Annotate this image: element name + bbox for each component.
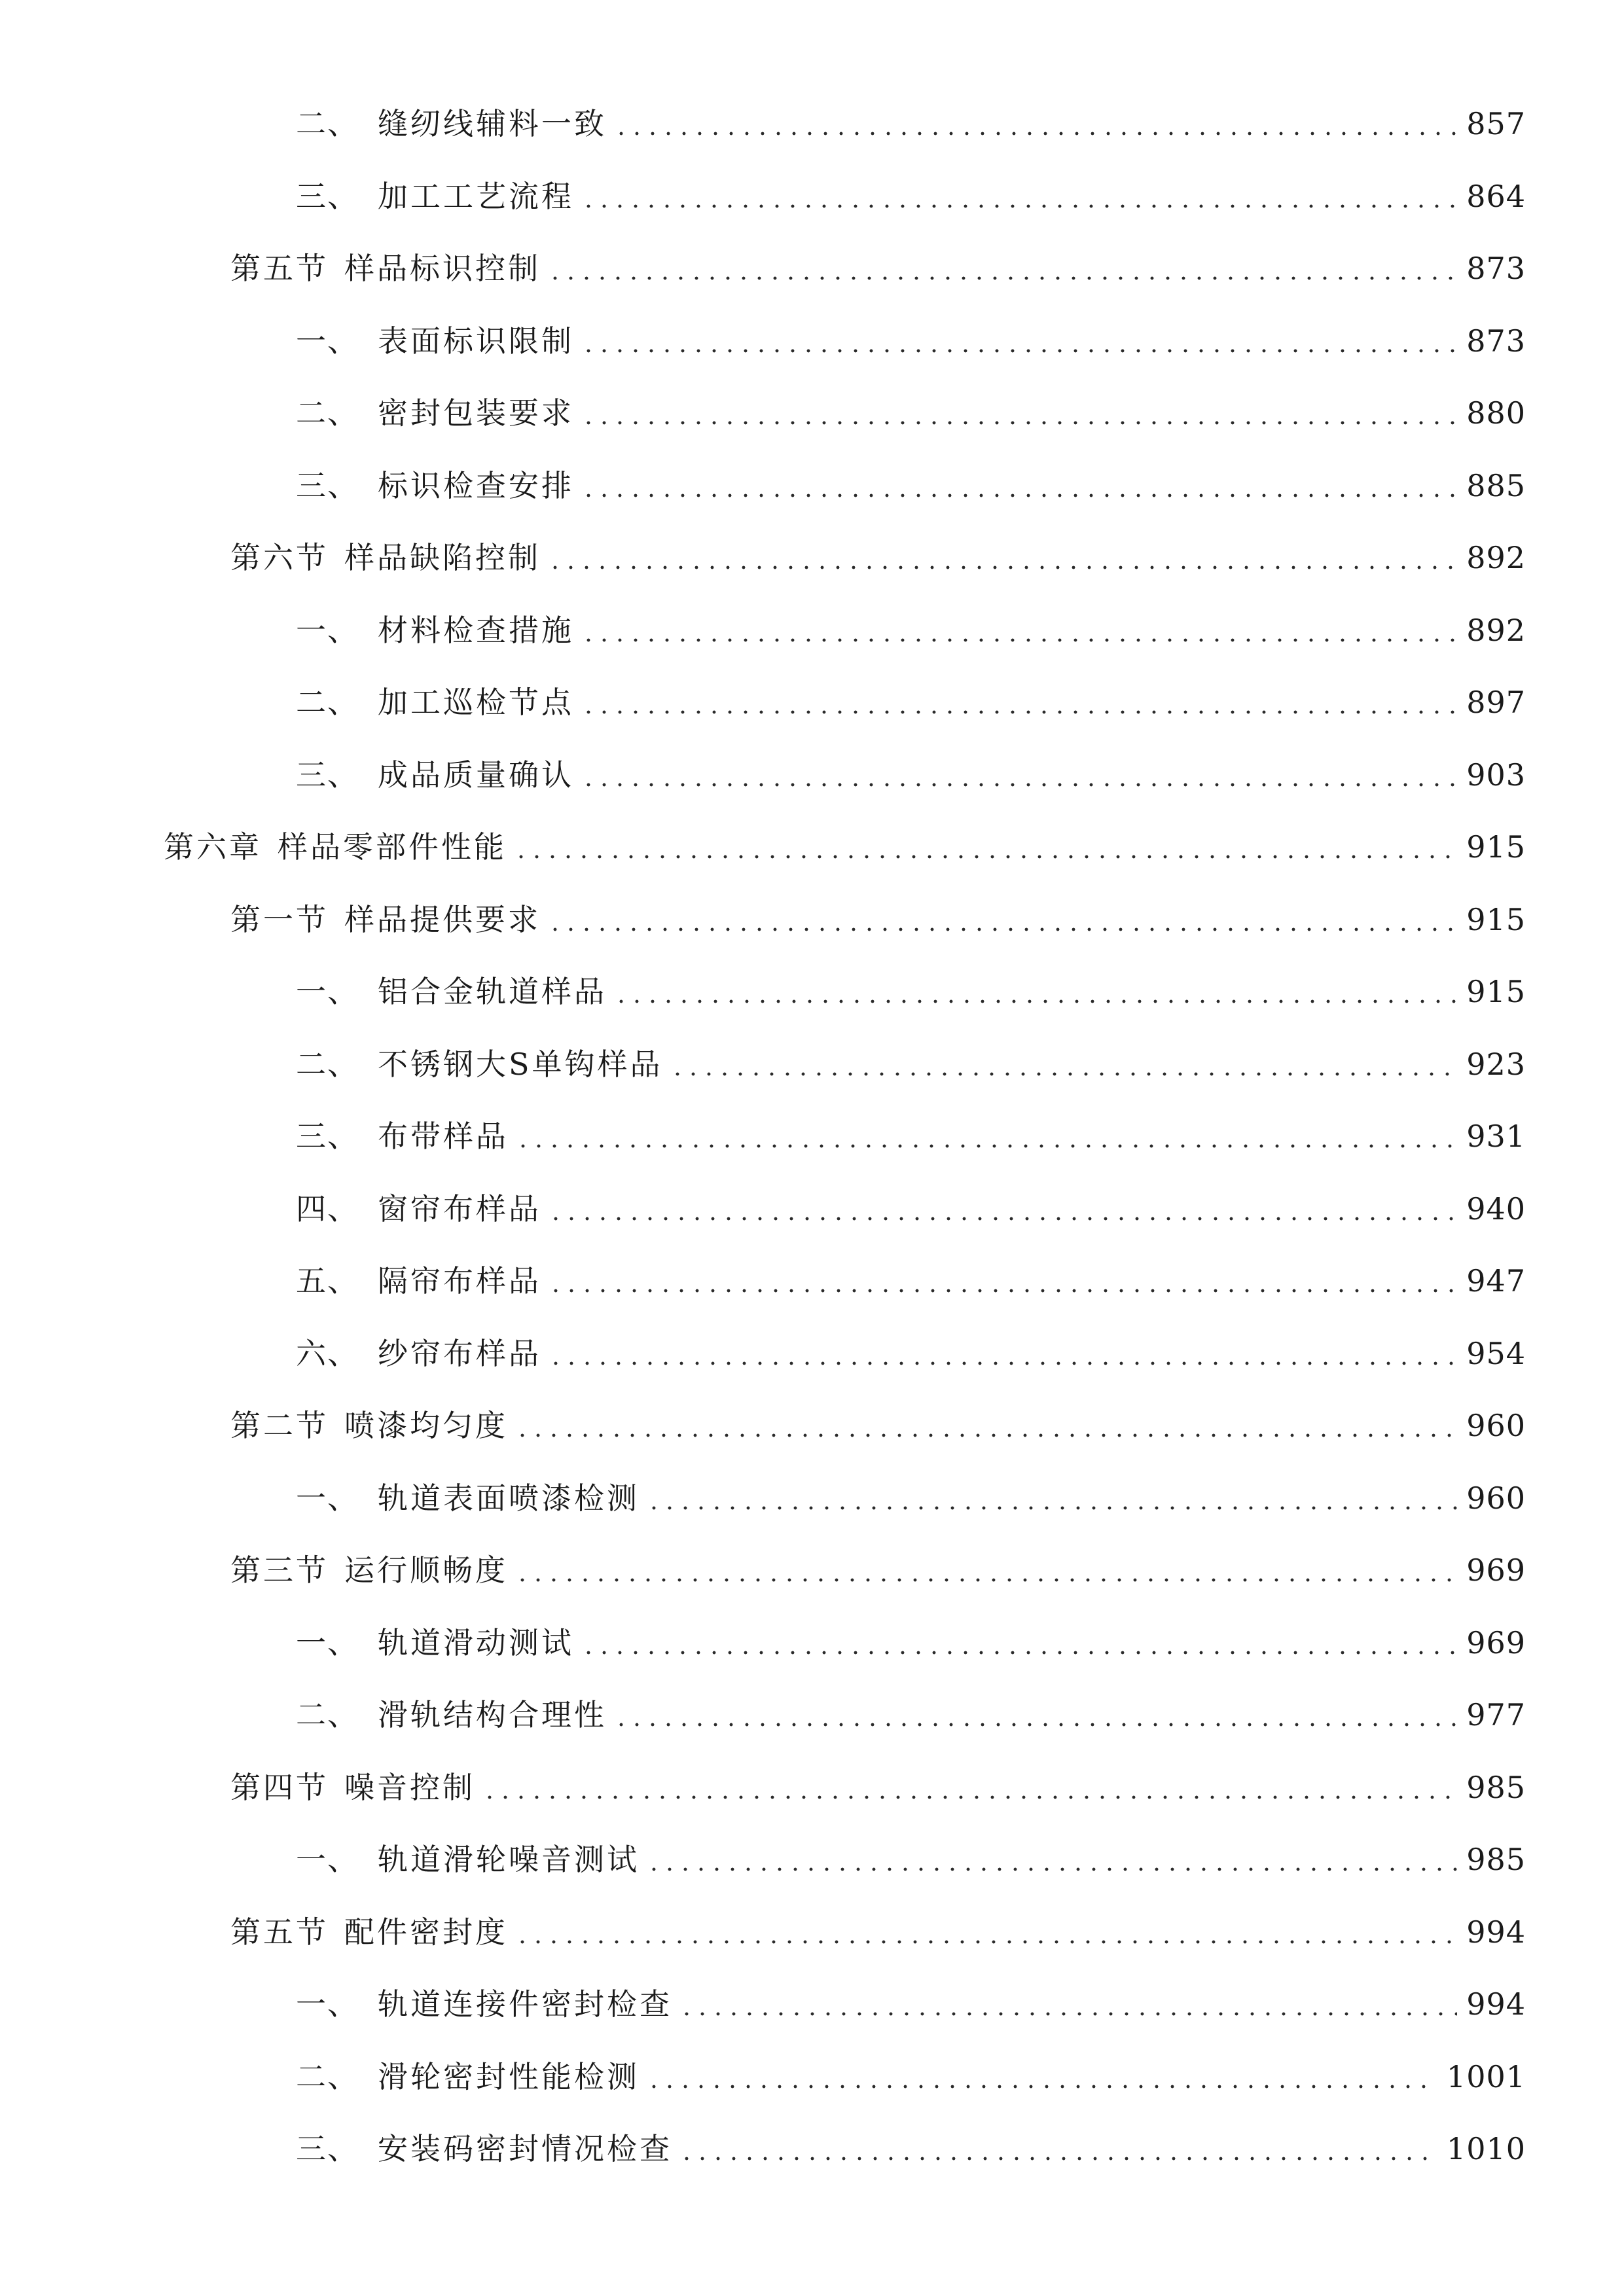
toc-entry[interactable] <box>0 594 1624 667</box>
toc-entry-page: 915 <box>1466 974 1526 1010</box>
dot-leader <box>514 1940 1457 1944</box>
toc-entry-title: 纱帘布样品 <box>378 1335 541 1371</box>
dot-leader <box>581 349 1457 353</box>
dot-leader <box>548 1289 1457 1293</box>
toc-entry-page: 857 <box>1466 106 1526 142</box>
toc-entry[interactable] <box>0 1823 1624 1896</box>
dot-leader <box>547 565 1457 569</box>
toc-entry-page: 977 <box>1466 1697 1526 1733</box>
toc-entry-title: 噪音控制 <box>344 1769 475 1805</box>
toc-entry-page: 985 <box>1466 1769 1526 1805</box>
dot-leader <box>548 1361 1457 1365</box>
toc-entry[interactable] <box>0 666 1624 739</box>
toc-entry-title: 滑轨结构合理性 <box>378 1697 607 1733</box>
toc-entry[interactable] <box>0 1390 1624 1462</box>
toc-entry-page: 873 <box>1466 251 1526 287</box>
toc-entry[interactable] <box>0 1028 1624 1101</box>
toc-entry[interactable] <box>0 884 1624 956</box>
toc-entry[interactable] <box>0 956 1624 1028</box>
toc-entry-page: 864 <box>1466 178 1526 214</box>
toc-entry-title: 安装码密封情况检查 <box>378 2131 672 2167</box>
toc-entry-page: 940 <box>1466 1191 1526 1227</box>
toc-entry-number: 第六节 <box>230 540 329 576</box>
toc-entry-number: 三、 <box>296 2131 359 2167</box>
toc-entry[interactable] <box>0 1896 1624 1969</box>
toc-entry-number: 一、 <box>296 974 359 1010</box>
dot-leader <box>646 1867 1457 1871</box>
dot-leader <box>515 1144 1457 1148</box>
toc-entry-number: 三、 <box>296 757 359 793</box>
dot-leader <box>679 2012 1457 2016</box>
dot-leader <box>514 1433 1457 1437</box>
toc-entry-title: 布带样品 <box>378 1119 509 1155</box>
toc-entry[interactable] <box>0 2113 1624 2185</box>
toc-entry-title: 轨道滑动测试 <box>378 1624 574 1660</box>
toc-entry-number: 二、 <box>296 106 359 142</box>
toc-entry-title: 表面标识限制 <box>378 323 574 359</box>
toc-entry-number: 二、 <box>296 1697 359 1733</box>
toc-entry-page: 873 <box>1466 323 1526 359</box>
toc-entry-number: 四、 <box>296 1191 359 1227</box>
toc-entry-title: 样品零部件性能 <box>278 829 507 865</box>
toc-entry[interactable] <box>0 88 1624 160</box>
dot-leader <box>646 1506 1457 1510</box>
dot-leader <box>613 1723 1457 1727</box>
toc-entry-title: 轨道滑轮噪音测试 <box>378 1842 640 1878</box>
dot-leader <box>646 2085 1437 2089</box>
toc-entry-title: 缝纫线辅料一致 <box>378 106 607 142</box>
toc-entry-title: 样品标识控制 <box>344 251 541 287</box>
toc-entry[interactable] <box>0 1679 1624 1751</box>
toc-entry-page: 994 <box>1466 1986 1526 2022</box>
toc-entry-title: 轨道连接件密封检查 <box>378 1986 672 2022</box>
toc-entry-title: 运行顺畅度 <box>344 1552 508 1588</box>
toc-entry-number: 五、 <box>296 1263 359 1299</box>
dot-leader <box>581 1651 1457 1655</box>
toc-entry-page: 994 <box>1466 1914 1526 1950</box>
toc-entry-number: 第一节 <box>230 901 329 937</box>
toc-entry-title: 成品质量确认 <box>378 757 574 793</box>
toc-entry-title: 喷漆均匀度 <box>344 1408 508 1444</box>
dot-leader <box>613 132 1457 135</box>
toc-entry-number: 第五节 <box>230 251 329 287</box>
dot-leader <box>670 1072 1458 1076</box>
dot-leader <box>581 783 1457 787</box>
toc-entry[interactable] <box>0 160 1624 233</box>
toc-entry-page: 931 <box>1466 1119 1526 1155</box>
toc-entry-page: 892 <box>1466 540 1526 576</box>
toc-entry-number: 三、 <box>296 467 359 503</box>
toc-entry-number: 一、 <box>296 1480 359 1516</box>
toc-entry-number: 第六章 <box>164 829 262 865</box>
toc-entry-number: 三、 <box>296 1119 359 1155</box>
toc-entry[interactable] <box>0 305 1624 378</box>
toc-entry-page: 985 <box>1466 1842 1526 1878</box>
toc-entry-page: 1010 <box>1446 2131 1526 2167</box>
toc-entry-number: 六、 <box>296 1335 359 1371</box>
toc-entry-title: 样品提供要求 <box>344 901 541 937</box>
toc-entry-number: 二、 <box>296 685 359 721</box>
toc-entry-title: 轨道表面喷漆检测 <box>378 1480 640 1516</box>
toc-entry[interactable] <box>0 1100 1624 1173</box>
toc-entry[interactable] <box>0 1462 1624 1535</box>
toc-entry-page: 1001 <box>1446 2058 1526 2094</box>
toc-entry[interactable] <box>0 450 1624 522</box>
toc-entry-number: 一、 <box>296 323 359 359</box>
toc-entry-page: 969 <box>1466 1624 1526 1660</box>
toc-entry-title: 标识检查安排 <box>378 467 574 503</box>
dot-leader <box>482 1795 1457 1799</box>
toc-entry-number: 一、 <box>296 1986 359 2022</box>
toc-entry-page: 923 <box>1466 1046 1526 1082</box>
toc-entry[interactable] <box>0 1318 1624 1390</box>
toc-entry-chapter[interactable] <box>0 811 1624 884</box>
toc-entry-number: 二、 <box>296 1046 359 1082</box>
dot-leader <box>581 710 1457 714</box>
toc-entry-title: 滑轮密封性能检测 <box>378 2058 640 2094</box>
toc-entry-number: 二、 <box>296 395 359 431</box>
toc-entry-page: 892 <box>1466 612 1526 648</box>
toc-entry[interactable] <box>0 2041 1624 2113</box>
toc-entry-page: 954 <box>1466 1335 1526 1371</box>
toc-entry-title: 窗帘布样品 <box>378 1191 541 1227</box>
dot-leader <box>581 204 1457 208</box>
toc-entry-number: 第三节 <box>230 1552 329 1588</box>
toc-entry[interactable] <box>0 739 1624 812</box>
dot-leader <box>581 421 1457 425</box>
toc-entry[interactable] <box>0 1245 1624 1318</box>
toc-entry[interactable] <box>0 1173 1624 1246</box>
dot-leader <box>679 2157 1437 2161</box>
table-of-contents <box>0 88 1624 2185</box>
toc-entry-number: 一、 <box>296 1842 359 1878</box>
dot-leader <box>514 1578 1457 1582</box>
toc-entry-page: 880 <box>1466 395 1526 431</box>
dot-leader <box>547 927 1457 931</box>
toc-entry[interactable] <box>0 1534 1624 1607</box>
toc-entry-number: 一、 <box>296 612 359 648</box>
toc-entry-page: 969 <box>1466 1552 1526 1588</box>
toc-entry-title: 样品缺陷控制 <box>344 540 541 576</box>
toc-entry[interactable] <box>0 1751 1624 1824</box>
dot-leader <box>548 1217 1457 1221</box>
toc-entry-page: 897 <box>1466 685 1526 721</box>
toc-entry-title: 密封包装要求 <box>378 395 574 431</box>
dot-leader <box>581 638 1457 642</box>
dot-leader <box>547 276 1457 280</box>
toc-entry-title: 加工巡检节点 <box>378 685 574 721</box>
toc-entry-title: 配件密封度 <box>344 1914 508 1950</box>
toc-entry-number: 第四节 <box>230 1769 329 1805</box>
toc-entry-page: 915 <box>1466 829 1526 865</box>
toc-entry[interactable] <box>0 1607 1624 1679</box>
toc-entry[interactable] <box>0 522 1624 594</box>
dot-leader <box>581 493 1457 497</box>
toc-entry-page: 947 <box>1466 1263 1526 1299</box>
toc-entry-title: 隔帘布样品 <box>378 1263 541 1299</box>
dot-leader <box>513 855 1457 859</box>
toc-entry-number: 第五节 <box>230 1914 329 1950</box>
toc-entry-page: 903 <box>1466 757 1526 793</box>
toc-entry-page: 885 <box>1466 467 1526 503</box>
toc-entry-number: 一、 <box>296 1624 359 1660</box>
toc-entry-number: 第二节 <box>230 1408 329 1444</box>
toc-entry[interactable] <box>0 232 1624 305</box>
toc-entry-title: 铝合金轨道样品 <box>378 974 607 1010</box>
toc-entry-page: 960 <box>1466 1408 1526 1444</box>
toc-entry-page: 915 <box>1466 901 1526 937</box>
toc-entry-title: 不锈钢大S单钩样品 <box>378 1046 663 1082</box>
toc-entry[interactable] <box>0 377 1624 450</box>
dot-leader <box>613 999 1457 1003</box>
toc-entry-title: 加工工艺流程 <box>378 178 574 214</box>
toc-entry-number: 三、 <box>296 178 359 214</box>
toc-entry-number: 二、 <box>296 2058 359 2094</box>
toc-entry[interactable] <box>0 1968 1624 2041</box>
toc-entry-page: 960 <box>1466 1480 1526 1516</box>
toc-entry-title: 材料检查措施 <box>378 612 574 648</box>
